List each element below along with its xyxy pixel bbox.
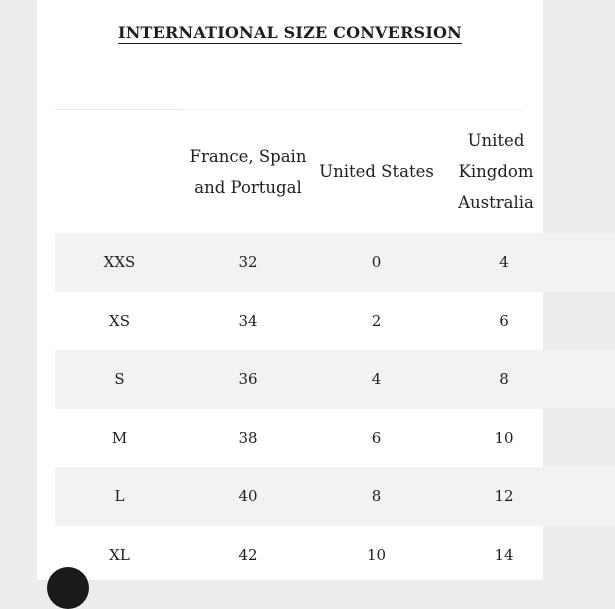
table-cell: 36: [184, 350, 312, 409]
table-cell: 6: [499, 311, 509, 330]
size-label-cell: L: [55, 467, 184, 526]
column-header-united-states: United States: [319, 162, 434, 181]
table-cell: 40: [184, 467, 312, 526]
page-title-text: INTERNATIONAL SIZE CONVERSION: [118, 23, 462, 42]
size-label-cell: XL: [109, 545, 130, 564]
size-conversion-table: [55, 110, 615, 584]
table-cell: 0: [312, 233, 441, 292]
size-label-cell: S: [55, 350, 184, 409]
table-cell: 4: [312, 350, 441, 409]
table-cell: 8: [312, 467, 441, 526]
size-label-cell: M: [111, 428, 128, 447]
floating-action-button[interactable]: [47, 567, 89, 609]
page-title: [37, 8, 543, 46]
table-row: [55, 467, 615, 526]
table-cell: 38: [238, 428, 258, 447]
table-cell: 14: [494, 545, 514, 564]
table-cell: 32: [184, 233, 312, 292]
table-row: [55, 233, 615, 292]
table-cell: 10: [494, 428, 514, 447]
table-cell: 4: [441, 233, 615, 292]
column-header-france-spain-portugal: France, Spain and Portugal: [189, 146, 307, 197]
size-chart-panel: [37, 0, 543, 580]
table-cell: 12: [441, 467, 615, 526]
size-label-cell: XS: [109, 311, 130, 330]
table-row: [55, 409, 615, 468]
table-row: [55, 526, 615, 585]
table-cell: 6: [371, 428, 382, 447]
column-header-uk-australia: United Kingdom Australia: [458, 131, 534, 212]
table-row: [55, 292, 615, 351]
table-cell: 34: [238, 311, 258, 330]
size-label-cell: XXS: [55, 233, 184, 292]
table-cell: 2: [371, 311, 382, 330]
table-row: [55, 350, 615, 409]
table-cell: 8: [441, 350, 615, 409]
size-table-viewport[interactable]: [55, 110, 534, 580]
table-cell: 42: [238, 545, 258, 564]
table-header-row: [55, 110, 615, 233]
column-header-size: [55, 110, 184, 233]
table-cell: 10: [366, 545, 387, 564]
